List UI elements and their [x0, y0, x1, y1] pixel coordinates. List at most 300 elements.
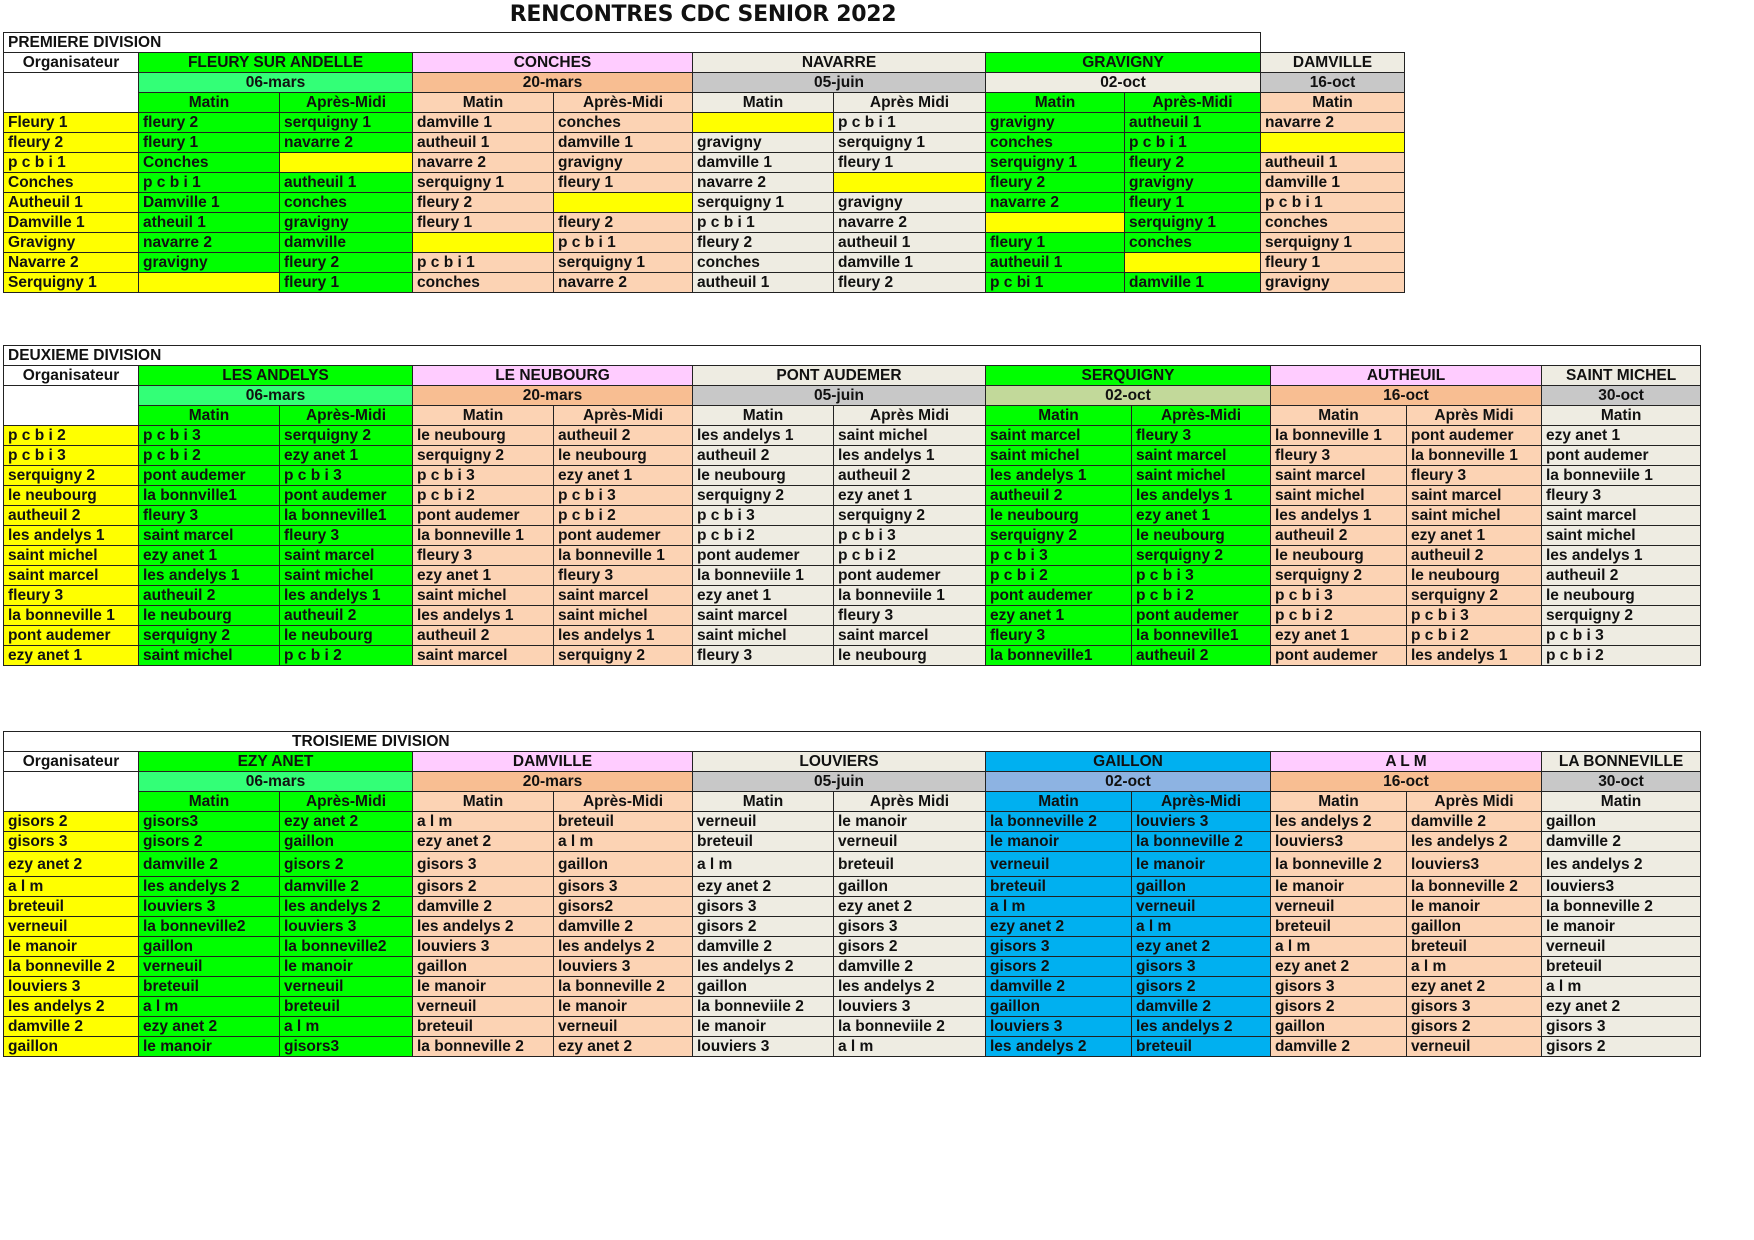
session-header: Après-Midi [554, 93, 693, 113]
match-cell: serquigny 2 [280, 426, 413, 446]
match-cell: Damville 1 [139, 193, 280, 213]
match-cell: autheuil 2 [413, 626, 554, 646]
match-cell: saint michel [1132, 466, 1271, 486]
match-cell: autheuil 2 [1542, 566, 1701, 586]
match-cell: louviers 3 [413, 937, 554, 957]
team-name-cell: a l m [4, 877, 139, 897]
match-cell: damville 2 [1132, 997, 1271, 1017]
venue-header: LE NEUBOURG [413, 366, 693, 386]
match-cell: conches [986, 133, 1125, 153]
match-cell: fleury 2 [554, 213, 693, 233]
date-header: 20-mars [413, 386, 693, 406]
division-title: DEUXIEME DIVISION [4, 346, 1701, 366]
match-cell: navarre 2 [139, 233, 280, 253]
session-header: Matin [986, 93, 1125, 113]
match-cell: les andelys 2 [554, 937, 693, 957]
match-cell: p c b i 1 [693, 213, 834, 233]
match-cell: le manoir [834, 812, 986, 832]
match-cell: navarre 2 [413, 153, 554, 173]
table-row [4, 812, 1701, 832]
venue-header: A L M [1271, 752, 1542, 772]
team-name-cell: damville 2 [4, 1017, 139, 1037]
match-cell: a l m [554, 832, 693, 852]
session-header: Matin [693, 93, 834, 113]
match-cell: conches [1125, 233, 1261, 253]
table-row [4, 897, 1701, 917]
match-cell: serquigny 2 [1407, 586, 1542, 606]
match-cell: saint michel [139, 646, 280, 666]
match-cell: les andelys 1 [413, 606, 554, 626]
match-cell: navarre 2 [1261, 113, 1405, 133]
venue-header: LA BONNEVILLE [1542, 752, 1701, 772]
match-cell: ezy anet 2 [1542, 997, 1701, 1017]
match-cell: damville 1 [693, 153, 834, 173]
team-name-cell: le manoir [4, 937, 139, 957]
match-cell: fleury 1 [139, 133, 280, 153]
session-header: Après-Midi [554, 406, 693, 426]
date-header: 16-oct [1271, 772, 1542, 792]
match-cell: p c b i 2 [1271, 606, 1407, 626]
session-header: Après Midi [834, 93, 986, 113]
team-name-cell: p c b i 3 [4, 446, 139, 466]
match-cell: gisors 2 [280, 852, 413, 877]
match-cell: damville 2 [834, 957, 986, 977]
organisateur-header: Organisateur [4, 53, 139, 73]
match-cell: fleury 1 [1125, 193, 1261, 213]
match-cell: gisors 2 [693, 917, 834, 937]
session-header: Après Midi [1407, 792, 1542, 812]
match-cell: damville 2 [1271, 1037, 1407, 1057]
match-cell: la bonneville 2 [1132, 832, 1271, 852]
date-header: 05-juin [693, 73, 986, 93]
match-cell: gravigny [834, 193, 986, 213]
table-row [4, 626, 1701, 646]
date-header: 05-juin [693, 386, 986, 406]
match-cell: louviers3 [1407, 852, 1542, 877]
match-cell: verneuil [693, 812, 834, 832]
match-cell: les andelys 2 [139, 877, 280, 897]
match-cell: verneuil [1132, 897, 1271, 917]
table-row [4, 233, 1405, 253]
bye-slot-cell [413, 233, 554, 253]
match-cell: gisors 3 [1132, 957, 1271, 977]
session-header: Matin [413, 406, 554, 426]
blank-corner-cell [4, 73, 139, 113]
match-cell: damville 1 [834, 253, 986, 273]
match-cell: pont audemer [834, 566, 986, 586]
table-row [4, 486, 1701, 506]
match-cell: la bonneville1 [280, 506, 413, 526]
match-cell: gisors 2 [834, 937, 986, 957]
match-cell: a l m [1407, 957, 1542, 977]
match-cell: gravigny [693, 133, 834, 153]
match-cell: gaillon [280, 832, 413, 852]
match-cell: p c b i 1 [1261, 193, 1405, 213]
division-title: TROISIEME DIVISION [4, 732, 1701, 752]
team-name-cell: le neubourg [4, 486, 139, 506]
match-cell: gravigny [1125, 173, 1261, 193]
match-cell: p c b i 1 [554, 233, 693, 253]
match-cell: gravigny [280, 213, 413, 233]
match-cell: gisors3 [139, 812, 280, 832]
match-cell: verneuil [1542, 937, 1701, 957]
match-cell: p c b i 2 [413, 486, 554, 506]
table-row [4, 1037, 1701, 1057]
match-cell: saint michel [1271, 486, 1407, 506]
team-name-cell: ezy anet 2 [4, 852, 139, 877]
table-row [4, 213, 1405, 233]
match-cell: saint marcel [1271, 466, 1407, 486]
session-header: Après-Midi [280, 93, 413, 113]
page-title: RENCONTRES CDC SENIOR 2022 [509, 2, 897, 27]
match-cell: damville 1 [413, 113, 554, 133]
match-cell: les andelys 2 [413, 917, 554, 937]
date-header: 30-oct [1542, 772, 1701, 792]
match-cell: a l m [986, 897, 1132, 917]
date-header: 02-oct [986, 772, 1271, 792]
match-cell: le manoir [554, 997, 693, 1017]
match-cell: les andelys 2 [834, 977, 986, 997]
team-name-cell: louviers 3 [4, 977, 139, 997]
match-cell: fleury 3 [986, 626, 1132, 646]
team-name-cell: Serquigny 1 [4, 273, 139, 293]
match-cell: conches [1261, 213, 1405, 233]
venue-header: SAINT MICHEL [1542, 366, 1701, 386]
team-name-cell: serquigny 2 [4, 466, 139, 486]
match-cell: gravigny [554, 153, 693, 173]
match-cell: p c b i 1 [139, 173, 280, 193]
match-cell: p c b i 2 [834, 546, 986, 566]
match-cell: les andelys 1 [139, 566, 280, 586]
blank-corner-cell [4, 772, 139, 812]
match-cell: gaillon [139, 937, 280, 957]
match-cell: gaillon [834, 877, 986, 897]
match-cell: navarre 2 [280, 133, 413, 153]
team-name-cell: saint marcel [4, 566, 139, 586]
match-cell: les andelys 1 [986, 466, 1132, 486]
match-cell: le neubourg [280, 626, 413, 646]
table-row [4, 446, 1701, 466]
match-cell: saint marcel [554, 586, 693, 606]
division-1-rows [4, 113, 1405, 293]
match-cell: ezy anet 1 [693, 586, 834, 606]
bye-slot-cell [139, 273, 280, 293]
table-row [4, 113, 1405, 133]
match-cell: saint marcel [413, 646, 554, 666]
match-cell: le neubourg [1271, 546, 1407, 566]
table-row [4, 506, 1701, 526]
division-3-table [3, 731, 1701, 1057]
match-cell: gravigny [139, 253, 280, 273]
match-cell: autheuil 2 [280, 606, 413, 626]
session-header: Après-Midi [1125, 93, 1261, 113]
match-cell: saint michel [413, 586, 554, 606]
bye-slot-cell [986, 213, 1125, 233]
session-header: Après-Midi [280, 792, 413, 812]
match-cell: autheuil 1 [693, 273, 834, 293]
date-header: 02-oct [986, 73, 1261, 93]
match-cell: les andelys 1 [1542, 546, 1701, 566]
match-cell: gravigny [1261, 273, 1405, 293]
match-cell: ezy anet 1 [1542, 426, 1701, 446]
match-cell: saint michel [280, 566, 413, 586]
match-cell: le neubourg [693, 466, 834, 486]
match-cell: fleury 2 [413, 193, 554, 213]
blank-corner-cell [4, 386, 139, 426]
venue-header: GRAVIGNY [986, 53, 1261, 73]
table-row [4, 832, 1701, 852]
match-cell: la bonneville 2 [1542, 897, 1701, 917]
match-cell: le neubourg [413, 426, 554, 446]
match-cell: p c b i 2 [139, 446, 280, 466]
match-cell: pont audemer [1407, 426, 1542, 446]
match-cell: saint michel [554, 606, 693, 626]
venue-header: LES ANDELYS [139, 366, 413, 386]
table-row [4, 273, 1405, 293]
table-row [4, 526, 1701, 546]
match-cell: le manoir [1132, 852, 1271, 877]
match-cell: verneuil [1407, 1037, 1542, 1057]
match-cell: damville 2 [1407, 812, 1542, 832]
team-name-cell: fleury 3 [4, 586, 139, 606]
division-3-rows [4, 812, 1701, 1057]
bye-slot-cell [1125, 253, 1261, 273]
match-cell: p c b i 2 [554, 506, 693, 526]
match-cell: breteuil [693, 832, 834, 852]
match-cell: ezy anet 1 [413, 566, 554, 586]
match-cell: fleury 3 [1132, 426, 1271, 446]
match-cell: gisors 2 [1271, 997, 1407, 1017]
session-header: Matin [1271, 792, 1407, 812]
match-cell: autheuil 2 [986, 486, 1132, 506]
team-name-cell: les andelys 2 [4, 997, 139, 1017]
match-cell: pont audemer [693, 546, 834, 566]
match-cell: p c b i 2 [280, 646, 413, 666]
match-cell: pont audemer [139, 466, 280, 486]
team-name-cell: fleury 2 [4, 133, 139, 153]
table-row [4, 566, 1701, 586]
match-cell: p c b i 3 [1132, 566, 1271, 586]
match-cell: ezy anet 2 [554, 1037, 693, 1057]
match-cell: breteuil [1542, 957, 1701, 977]
table-row [4, 606, 1701, 626]
match-cell: ezy anet 2 [1407, 977, 1542, 997]
match-cell: pont audemer [280, 486, 413, 506]
team-name-cell: Autheuil 1 [4, 193, 139, 213]
match-cell: conches [554, 113, 693, 133]
table-row [4, 546, 1701, 566]
match-cell: autheuil 1 [834, 233, 986, 253]
table-row [4, 193, 1405, 213]
match-cell: gisors 3 [1271, 977, 1407, 997]
match-cell: gisors 2 [1132, 977, 1271, 997]
venue-header: FLEURY SUR ANDELLE [139, 53, 413, 73]
match-cell: ezy anet 1 [1271, 626, 1407, 646]
match-cell: p c bi 1 [986, 273, 1125, 293]
session-header: Après-Midi [1132, 406, 1271, 426]
team-name-cell: Conches [4, 173, 139, 193]
match-cell: serquigny 1 [413, 173, 554, 193]
match-cell: breteuil [413, 1017, 554, 1037]
match-cell: louviers 3 [693, 1037, 834, 1057]
match-cell: fleury 3 [693, 646, 834, 666]
match-cell: verneuil [834, 832, 986, 852]
session-header: Matin [1542, 792, 1701, 812]
match-cell: saint marcel [139, 526, 280, 546]
division-2-block [3, 345, 1701, 666]
match-cell: fleury 2 [834, 273, 986, 293]
match-cell: a l m [139, 997, 280, 1017]
match-cell: navarre 2 [834, 213, 986, 233]
match-cell: a l m [834, 1037, 986, 1057]
match-cell: saint michel [1542, 526, 1701, 546]
table-row [4, 977, 1701, 997]
match-cell: le manoir [1271, 877, 1407, 897]
match-cell: damville [280, 233, 413, 253]
match-cell: la bonneville 1 [1407, 446, 1542, 466]
team-name-cell: verneuil [4, 917, 139, 937]
team-name-cell: Navarre 2 [4, 253, 139, 273]
match-cell: autheuil 1 [1261, 153, 1405, 173]
table-row [4, 153, 1405, 173]
match-cell: conches [413, 273, 554, 293]
match-cell: la bonneville2 [280, 937, 413, 957]
match-cell: verneuil [280, 977, 413, 997]
match-cell: saint michel [1407, 506, 1542, 526]
match-cell: le manoir [139, 1037, 280, 1057]
match-cell: p c b i 3 [986, 546, 1132, 566]
match-cell: ezy anet 2 [413, 832, 554, 852]
match-cell: fleury 2 [139, 113, 280, 133]
match-cell: ezy anet 1 [139, 546, 280, 566]
match-cell: p c b i 2 [1407, 626, 1542, 646]
match-cell: p c b i 2 [1132, 586, 1271, 606]
match-cell: p c b i 3 [834, 526, 986, 546]
match-cell: le neubourg [834, 646, 986, 666]
session-header: Matin [693, 406, 834, 426]
organisateur-header: Organisateur [4, 366, 139, 386]
match-cell: louviers 3 [280, 917, 413, 937]
match-cell: le manoir [693, 1017, 834, 1037]
venue-header: AUTHEUIL [1271, 366, 1542, 386]
match-cell: p c b i 3 [139, 426, 280, 446]
match-cell: pont audemer [986, 586, 1132, 606]
match-cell: p c b i 1 [1125, 133, 1261, 153]
match-cell: saint marcel [834, 626, 986, 646]
match-cell: la bonneville 2 [986, 812, 1132, 832]
session-header: Matin [1271, 406, 1407, 426]
match-cell: les andelys 2 [1407, 832, 1542, 852]
team-name-cell: pont audemer [4, 626, 139, 646]
session-header: Matin [139, 792, 280, 812]
venue-header: EZY ANET [139, 752, 413, 772]
session-header: Après Midi [834, 406, 986, 426]
match-cell: le neubourg [139, 606, 280, 626]
match-cell: gaillon [1271, 1017, 1407, 1037]
match-cell: navarre 2 [554, 273, 693, 293]
match-cell: gisors 2 [1542, 1037, 1701, 1057]
match-cell: louviers3 [1542, 877, 1701, 897]
match-cell: breteuil [1407, 937, 1542, 957]
match-cell: serquigny 1 [1125, 213, 1261, 233]
match-cell: a l m [280, 1017, 413, 1037]
table-row [4, 1017, 1701, 1037]
match-cell: autheuil 2 [1132, 646, 1271, 666]
match-cell: ezy anet 1 [554, 466, 693, 486]
match-cell: le neubourg [1132, 526, 1271, 546]
match-cell: autheuil 1 [986, 253, 1125, 273]
match-cell: serquigny 2 [1132, 546, 1271, 566]
table-row [4, 426, 1701, 446]
venue-header: DAMVILLE [1261, 53, 1405, 73]
match-cell: les andelys 1 [280, 586, 413, 606]
match-cell: saint marcel [1542, 506, 1701, 526]
match-cell: gisors 2 [1407, 1017, 1542, 1037]
match-cell: louviers3 [1271, 832, 1407, 852]
match-cell: la bonneviile 2 [693, 997, 834, 1017]
division-1-block [3, 32, 1405, 293]
match-cell: louviers 3 [834, 997, 986, 1017]
match-cell: damville 1 [1261, 173, 1405, 193]
match-cell: conches [280, 193, 413, 213]
session-header: Matin [986, 792, 1132, 812]
team-name-cell: p c b i 2 [4, 426, 139, 446]
match-cell: fleury 1 [554, 173, 693, 193]
match-cell: ezy anet 1 [834, 486, 986, 506]
venue-header: SERQUIGNY [986, 366, 1271, 386]
match-cell: conches [693, 253, 834, 273]
match-cell: fleury 2 [280, 253, 413, 273]
match-cell: a l m [693, 852, 834, 877]
match-cell: la bonneville1 [1132, 626, 1271, 646]
team-name-cell: les andelys 1 [4, 526, 139, 546]
match-cell: la bonnville1 [139, 486, 280, 506]
match-cell: ezy anet 2 [693, 877, 834, 897]
match-cell: gaillon [1132, 877, 1271, 897]
match-cell: autheuil 2 [139, 586, 280, 606]
match-cell: autheuil 2 [554, 426, 693, 446]
match-cell: damville 2 [986, 977, 1132, 997]
match-cell: la bonneville2 [139, 917, 280, 937]
match-cell: louviers 3 [986, 1017, 1132, 1037]
match-cell: serquigny 1 [554, 253, 693, 273]
match-cell: la bonneville 2 [1407, 877, 1542, 897]
match-cell: ezy anet 1 [986, 606, 1132, 626]
division-3-block [3, 731, 1701, 1057]
match-cell: serquigny 1 [280, 113, 413, 133]
bye-slot-cell [554, 193, 693, 213]
table-row [4, 646, 1701, 666]
venue-header: CONCHES [413, 53, 693, 73]
match-cell: gisors 2 [139, 832, 280, 852]
team-name-cell: autheuil 2 [4, 506, 139, 526]
match-cell: serquigny 2 [139, 626, 280, 646]
match-cell: les andelys 1 [834, 446, 986, 466]
match-cell: le manoir [1542, 917, 1701, 937]
match-cell: a l m [1542, 977, 1701, 997]
match-cell: pont audemer [413, 506, 554, 526]
match-cell: le manoir [986, 832, 1132, 852]
match-cell: p c b i 2 [1542, 646, 1701, 666]
team-name-cell: Damville 1 [4, 213, 139, 233]
match-cell: la bonneville 2 [413, 1037, 554, 1057]
table-row [4, 253, 1405, 273]
session-header: Matin [413, 93, 554, 113]
match-cell: gisors 3 [693, 897, 834, 917]
match-cell: gisors2 [554, 897, 693, 917]
match-cell: p c b i 1 [834, 113, 986, 133]
session-header: Après-Midi [554, 792, 693, 812]
